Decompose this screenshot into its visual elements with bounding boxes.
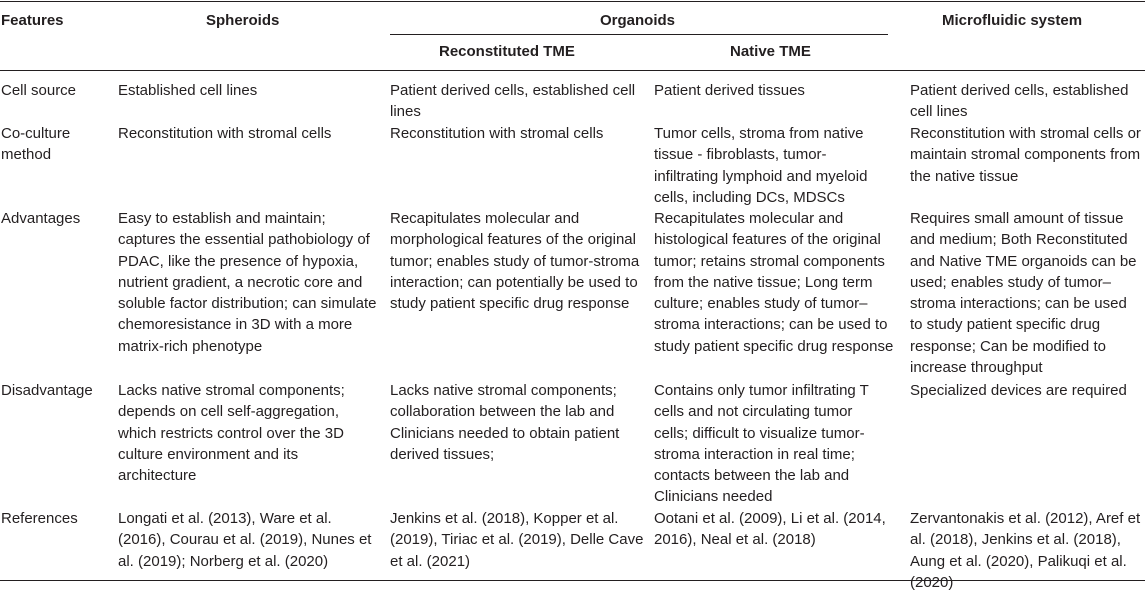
row-label-advantages: Advantages	[1, 210, 81, 227]
cell-spheroids-cell-source: Established cell lines	[118, 82, 258, 99]
header-native-tme: Native TME	[730, 43, 811, 60]
row-label-references: References	[1, 510, 78, 527]
cell-reconstituted-cell-source: Patient derived cells, established cell lines	[390, 82, 636, 121]
cell-spheroids-advantages: Easy to establish and maintain; captures the essential pathobiology of PDAC, like the presence of hypoxia, nutrient gradient, a necrotic core and soluble factor distribution; can simulate chemoresistance in 3D with a more matrix-rich phenotype	[118, 210, 377, 355]
cell-spheroids-co-culture: Reconstitution with stromal cells	[118, 125, 332, 142]
cell-spheroids-references: Longati et al. (2013), Ware et al. (2016), Courau et al. (2019), Nunes et al. (2019); Norberg et al. (2020)	[118, 510, 372, 570]
row-label-disadvantage: Disadvantage	[1, 382, 93, 399]
cell-reconstituted-advantages: Recapitulates molecular and morphological features of the original tumor; enables study of tumor-stroma interaction; can potentially be used to study patient specific drug response	[390, 210, 640, 313]
cell-native-co-culture: Tumor cells, stroma from native tissue - fibroblasts, tumor-infiltrating lymphoid and myeloid cells, including DCs, MDSCs	[654, 125, 868, 206]
cell-native-disadvantage: Contains only tumor infiltrating T cells and not circulating tumor cells; difficult to visualize tumor-stroma interaction in real time; contacts between the lab and Clinicians needed	[654, 382, 869, 506]
cell-native-cell-source: Patient derived tissues	[654, 82, 805, 99]
cell-reconstituted-co-culture: Reconstitution with stromal cells	[390, 125, 604, 142]
cell-microfluidic-disadvantage: Specialized devices are required	[910, 382, 1127, 399]
header-spheroids: Spheroids	[206, 12, 280, 29]
cell-native-advantages: Recapitulates molecular and histological features of the original tumor; retains stromal components from the native tissue; Long term culture; enables study of tumor–stroma interactions; can be used to study patient specific drug response	[654, 210, 894, 355]
row-label-cell-source: Cell source	[1, 82, 77, 99]
cell-microfluidic-co-culture: Reconstitution with stromal cells or maintain stromal components from the native tissue	[910, 125, 1141, 185]
header-bottom-rule	[0, 70, 1145, 71]
cell-microfluidic-advantages: Requires small amount of tissue and medium; Both Reconstituted and Native TME organoids can be used; enables study of tumor–stroma interactions; can be used to study patient specific drug response; Can be modified to increase throughput	[910, 210, 1137, 377]
row-label-co-culture-method: Co-culture method	[1, 125, 71, 164]
cell-spheroids-disadvantage: Lacks native stromal components; depends on cell self-aggregation, which restricts control over the 3D culture environment and its architecture	[118, 382, 345, 485]
cell-native-references: Ootani et al. (2009), Li et al. (2014, 2016), Neal et al. (2018)	[654, 510, 886, 549]
organoids-rule	[390, 34, 888, 35]
top-rule	[0, 1, 1145, 2]
cell-microfluidic-cell-source: Patient derived cells, established cell lines	[910, 82, 1129, 121]
cell-reconstituted-disadvantage: Lacks native stromal components; collaboration between the lab and Clinicians needed to obtain patient derived tissues;	[390, 382, 620, 463]
header-features: Features	[1, 12, 64, 29]
header-reconstituted-tme: Reconstituted TME	[439, 43, 575, 60]
header-microfluidic-system: Microfluidic system	[942, 12, 1083, 29]
cell-reconstituted-references: Jenkins et al. (2018), Kopper et al. (2019), Tiriac et al. (2019), Delle Cave et al. (2021)	[390, 510, 644, 570]
header-organoids: Organoids	[600, 12, 676, 29]
cell-microfluidic-references: Zervantonakis et al. (2012), Aref et al. (2018), Jenkins et al. (2018), Aung et al. (2020), Palikuqi et al. (2020)	[910, 510, 1141, 591]
